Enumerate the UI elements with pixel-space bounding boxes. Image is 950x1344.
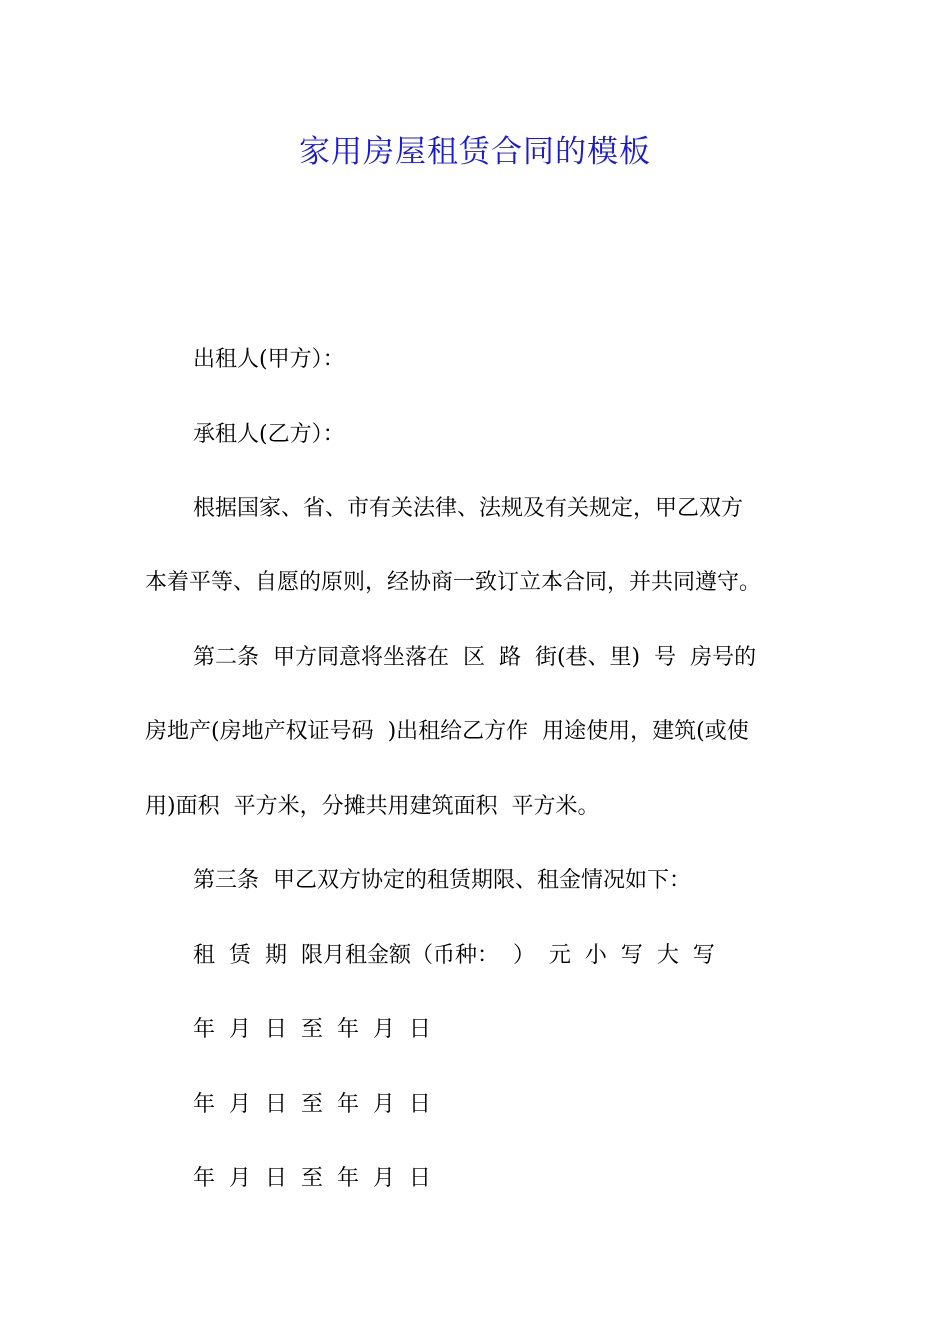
article-2-line-1: 第二条 甲方同意将坐落在 区 路 街(巷、里) 号 房号的 xyxy=(193,645,757,670)
lease-table-header: 租 赁 期 限月租金额（币种： ） 元 小 写 大 写 xyxy=(193,943,715,968)
lessee-line: 承租人(乙方）： xyxy=(193,422,345,447)
document-title: 家用房屋租赁合同的模板 xyxy=(299,134,651,170)
article-2-line-3: 用)面积 平方米，分摊共用建筑面积 平方米。 xyxy=(145,794,600,819)
lease-period-row: 年 月 日 至 年 月 日 xyxy=(193,1092,431,1117)
lease-period-row: 年 月 日 至 年 月 日 xyxy=(193,1166,431,1191)
preamble-line-2: 本着平等、自愿的原则，经协商一致订立本合同，并共同遵守。 xyxy=(145,570,762,595)
article-3-line-1: 第三条 甲乙双方协定的租赁期限、租金情况如下： xyxy=(193,868,691,893)
preamble-line-1: 根据国家、省、市有关法律、法规及有关规定，甲乙双方 xyxy=(193,496,744,521)
lessor-line: 出租人(甲方）： xyxy=(193,347,345,372)
article-2-line-2: 房地产(房地产权证号码 )出租给乙方作 用途使用，建筑(或使 xyxy=(145,719,749,744)
lease-period-row: 年 月 日 至 年 月 日 xyxy=(193,1017,431,1042)
